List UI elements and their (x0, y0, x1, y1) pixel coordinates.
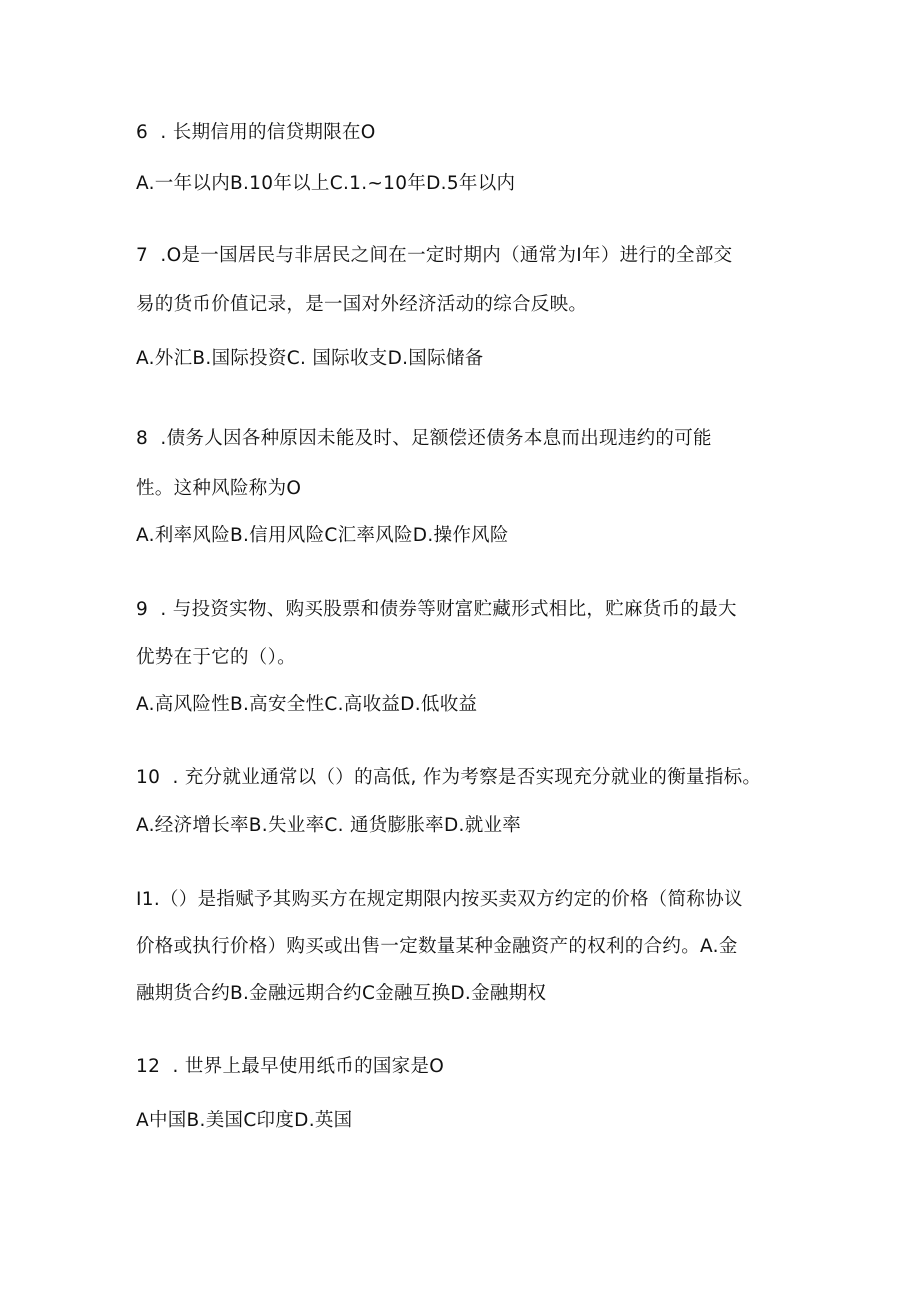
question-7-options: A.外汇B.国际投资C. 国际收支D.国际储备 (136, 348, 484, 369)
question-8-stem-line-1: 8 .债务人因各种原因未能及时、足额偿还债务本息而出现违约的可能 (136, 428, 712, 449)
question-9-stem-line-1: 9 . 与投资实物、购买股票和债券等财富贮藏形式相比，贮麻货币的最大 (136, 599, 737, 620)
question-9-options: A.高风险性B.高安全性C.高收益D.低收益 (136, 694, 478, 715)
question-11-stem-line-1: I1.（）是指赋予其购买方在规定期限内按买卖双方约定的价格（简称协议 (136, 889, 743, 910)
question-12-options: A中国B.美国C印度D.英国 (136, 1110, 353, 1131)
question-11-stem-line-2: 价格或执行价格）购买或出售一定数量某种金融资产的权利的合约。A.金 (136, 936, 738, 957)
question-12-stem-line-1: 12 . 世界上最早使用纸币的国家是O (136, 1056, 445, 1077)
question-11-stem-line-3: 融期货合约B.金融远期合约C金融互换D.金融期权 (136, 983, 547, 1004)
question-6-stem-line-1: 6 . 长期信用的信贷期限在O (136, 122, 376, 143)
question-8-stem-line-2: 性。这种风险称为O (136, 478, 302, 499)
question-9-stem-line-2: 优势在于它的（）。 (136, 647, 296, 668)
question-7-stem-line-1: 7 .O是一国居民与非居民之间在一定时期内（通常为I年）进行的全部交 (136, 245, 733, 266)
question-7-stem-line-2: 易的货币价值记录，是一国对外经济活动的综合反映。 (136, 294, 588, 315)
question-10-stem-line-1: 10 . 充分就业通常以（）的高低, 作为考察是否实现充分就业的衡量指标。 (136, 767, 762, 788)
question-10-options: A.经济增长率B.失业率C. 通货膨胀率D.就业率 (136, 815, 522, 836)
question-8-options: A.利率风险B.信用风险C汇率风险D.操作风险 (136, 525, 509, 546)
question-6-options: A.一年以内B.10年以上C.1.~10年D.5年以内 (136, 173, 516, 194)
